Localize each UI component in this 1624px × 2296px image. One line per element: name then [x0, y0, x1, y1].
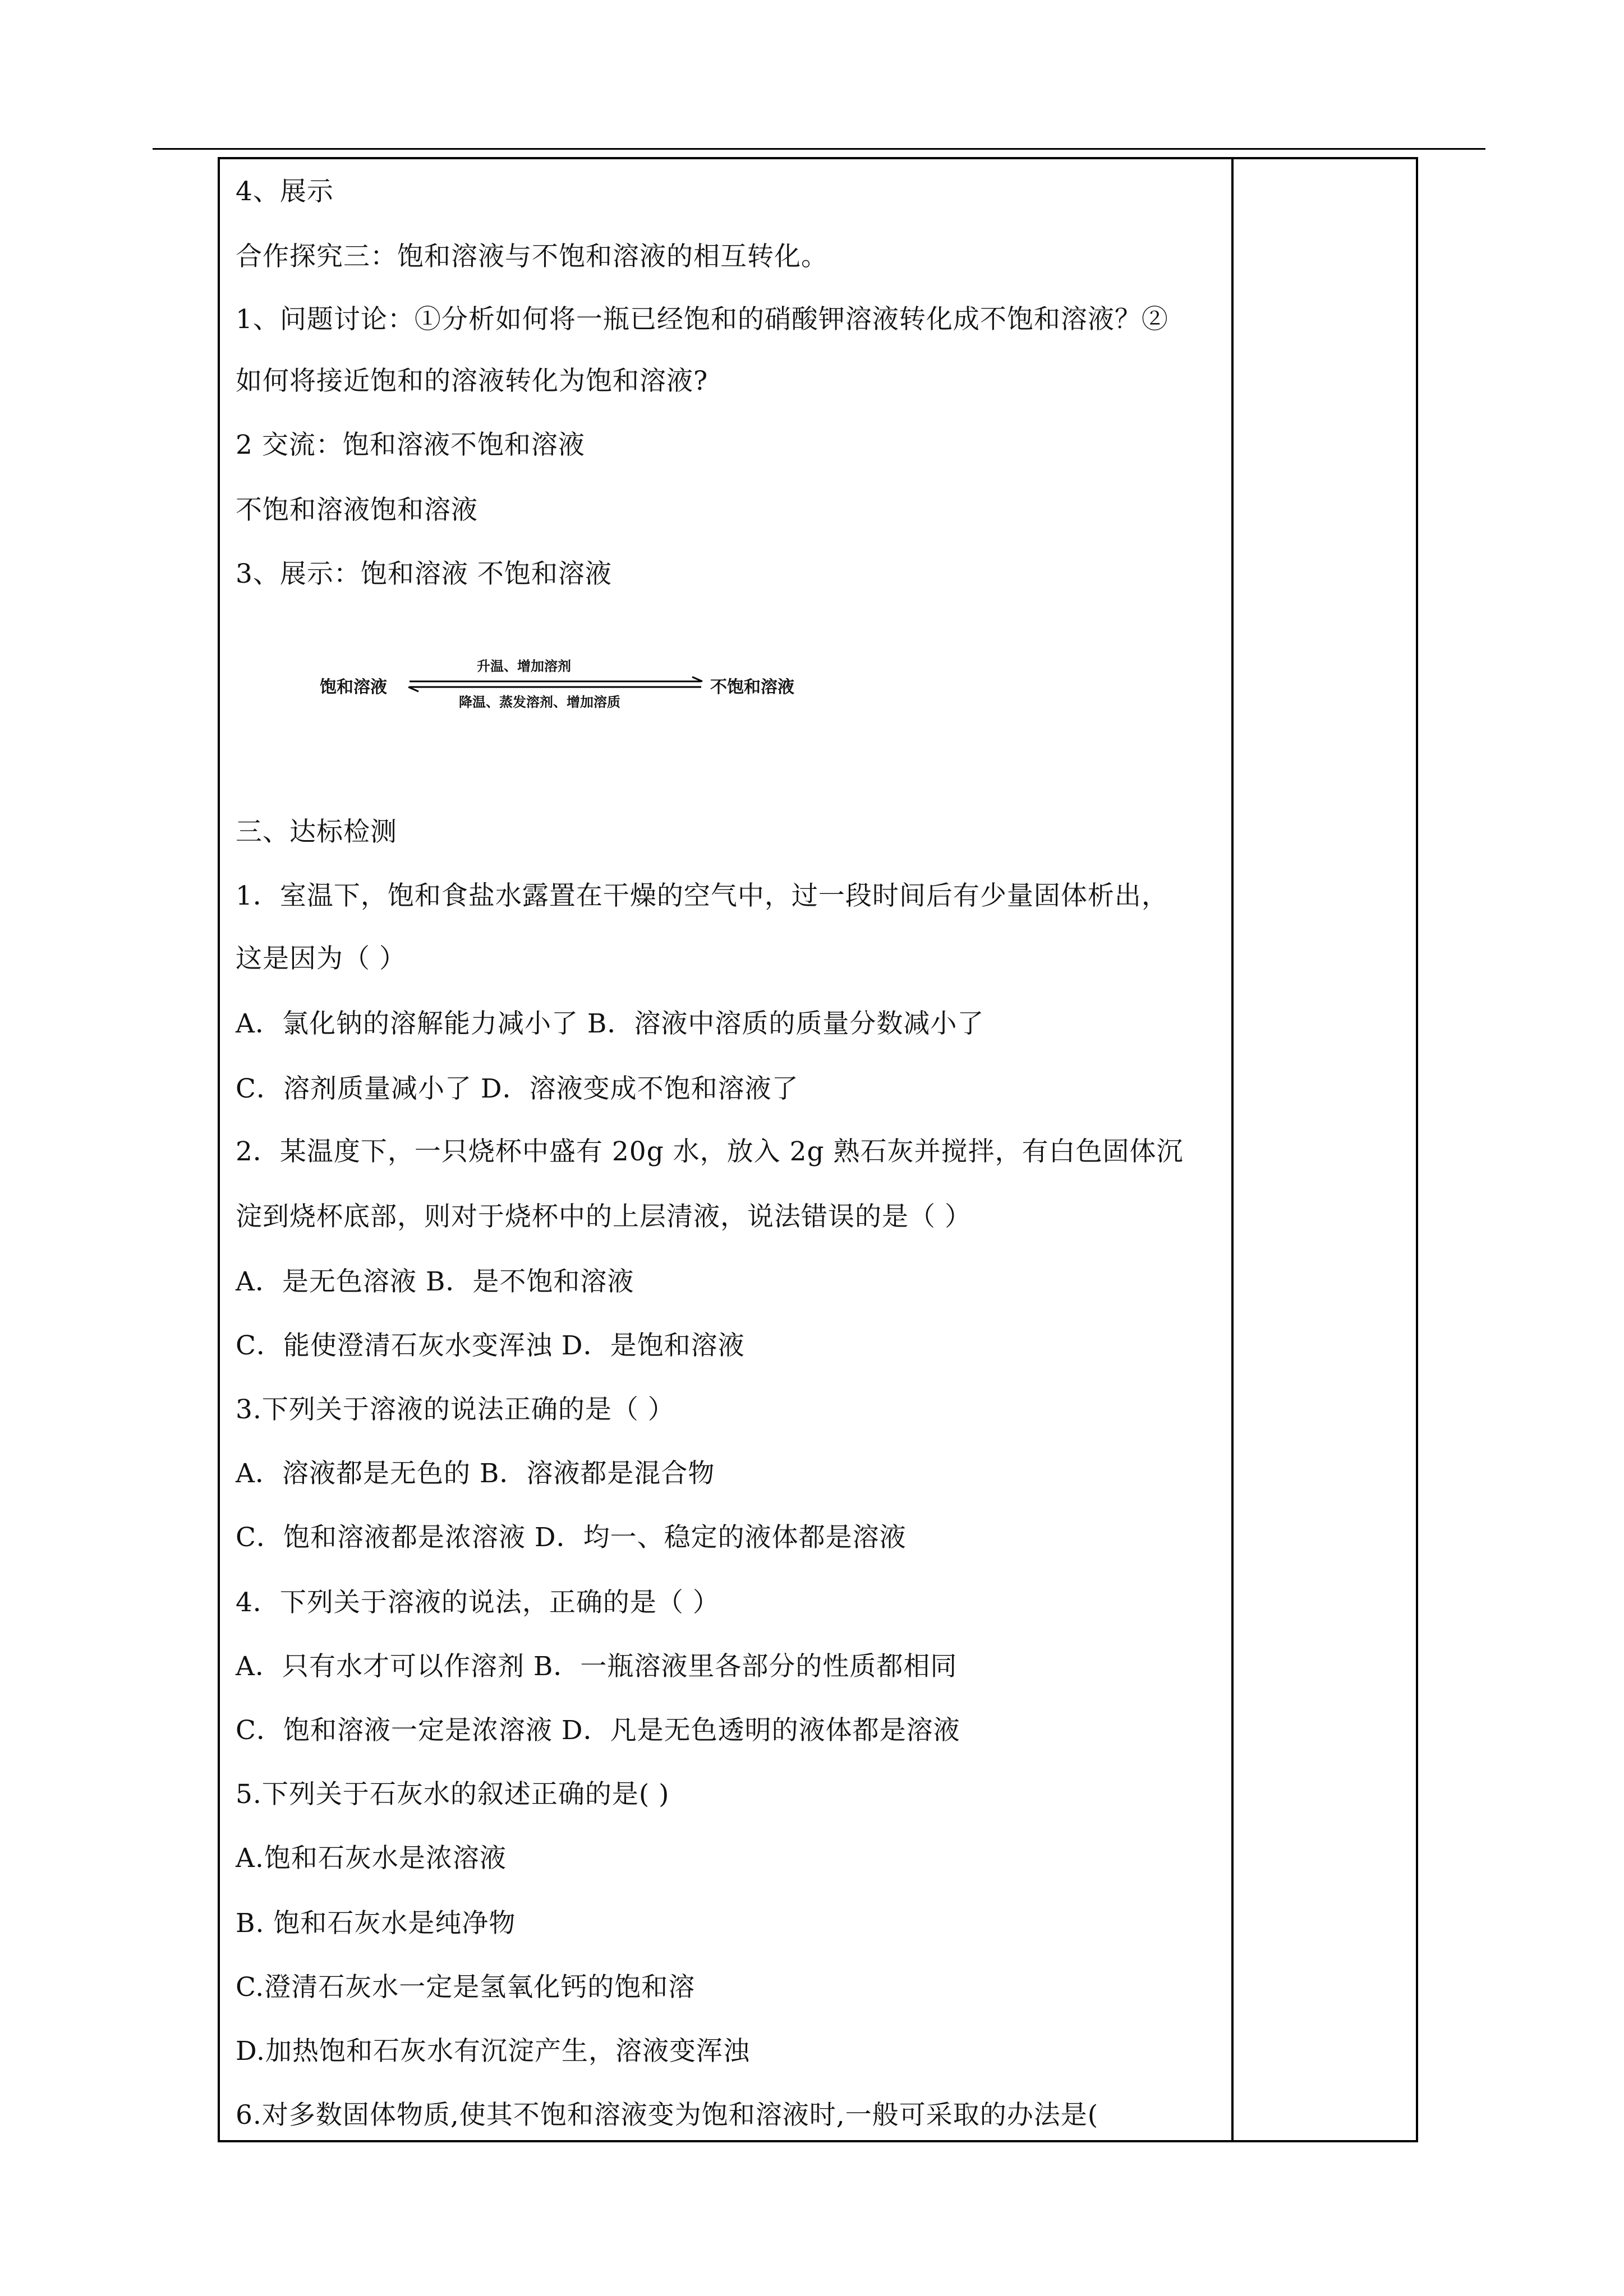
diagram-right-label: 不饱和溶液 — [710, 677, 794, 697]
text-line: 不饱和溶液饱和溶液 — [236, 495, 478, 525]
text-line: A．溶液都是无色的 B．溶液都是混合物 — [236, 1458, 715, 1489]
text-line: C．饱和溶液都是浓溶液 D．均一、稳定的液体都是溶液 — [236, 1522, 907, 1553]
text-line: C.澄清石灰水一定是氢氧化钙的饱和溶 — [236, 1972, 696, 2003]
text-line: 3、展示：饱和溶液 不饱和溶液 — [236, 559, 612, 589]
text-line: 2．某温度下，一只烧杯中盛有 20g 水，放入 2g 熟石灰并搅拌，有白色固体沉 — [236, 1136, 1184, 1167]
diagram-left-label: 饱和溶液 — [320, 677, 387, 697]
text-line: 1．室温下，饱和食盐水露置在干燥的空气中，过一段时间后有少量固体析出， — [236, 880, 1168, 911]
text-line: 2 交流：饱和溶液不饱和溶液 — [236, 430, 585, 460]
text-line: 如何将接近饱和的溶液转化为饱和溶液? — [236, 366, 709, 397]
text-line: 4、展示 — [236, 176, 334, 207]
column-divider — [1231, 157, 1234, 2142]
text-line: A．只有水才可以作溶剂 B．一瓶溶液里各部分的性质都相同 — [236, 1651, 958, 1682]
text-line: 6.对多数固体物质,使其不饱和溶液变为饱和溶液时,一般可采取的办法是( — [236, 2100, 1099, 2131]
conversion-diagram — [314, 657, 830, 719]
text-line: 合作探究三：饱和溶液与不饱和溶液的相互转化。 — [236, 241, 828, 272]
text-line: 这是因为（ ） — [236, 943, 406, 974]
text-line: D.加热饱和石灰水有沉淀产生，溶液变浑浊 — [236, 2036, 750, 2067]
text-line: C．溶剂质量减小了 D．溶液变成不饱和溶液了 — [236, 1073, 799, 1104]
text-line: B. 饱和石灰水是纯净物 — [236, 1908, 516, 1939]
diagram-bottom-label: 降温、蒸发溶剂、增加溶质 — [459, 694, 620, 710]
section-heading: 三、达标检测 — [236, 817, 397, 847]
text-line: C．饱和溶液一定是浓溶液 D．凡是无色透明的液体都是溶液 — [236, 1715, 960, 1746]
text-line: 5.下列关于石灰水的叙述正确的是( ) — [236, 1779, 670, 1810]
diagram-top-label: 升温、增加溶剂 — [477, 658, 571, 674]
text-line: A.饱和石灰水是浓溶液 — [236, 1843, 507, 1874]
header-rule — [153, 148, 1485, 150]
text-line: 4．下列关于溶液的说法，正确的是（ ） — [236, 1587, 720, 1618]
text-line: 1、问题讨论：①分析如何将一瓶已经饱和的硝酸钾溶液转化成不饱和溶液？② — [236, 304, 1168, 335]
text-line: 3.下列关于溶液的说法正确的是（ ） — [236, 1394, 675, 1425]
text-line: A．是无色溶液 B．是不饱和溶液 — [236, 1266, 634, 1297]
text-line: 淀到烧杯底部，则对于烧杯中的上层清液，说法错误的是（ ） — [236, 1201, 972, 1232]
text-line: C．能使澄清石灰水变浑浊 D．是饱和溶液 — [236, 1330, 745, 1361]
text-line: A．氯化钠的溶解能力减小了 B．溶液中溶质的质量分数减小了 — [236, 1008, 984, 1039]
